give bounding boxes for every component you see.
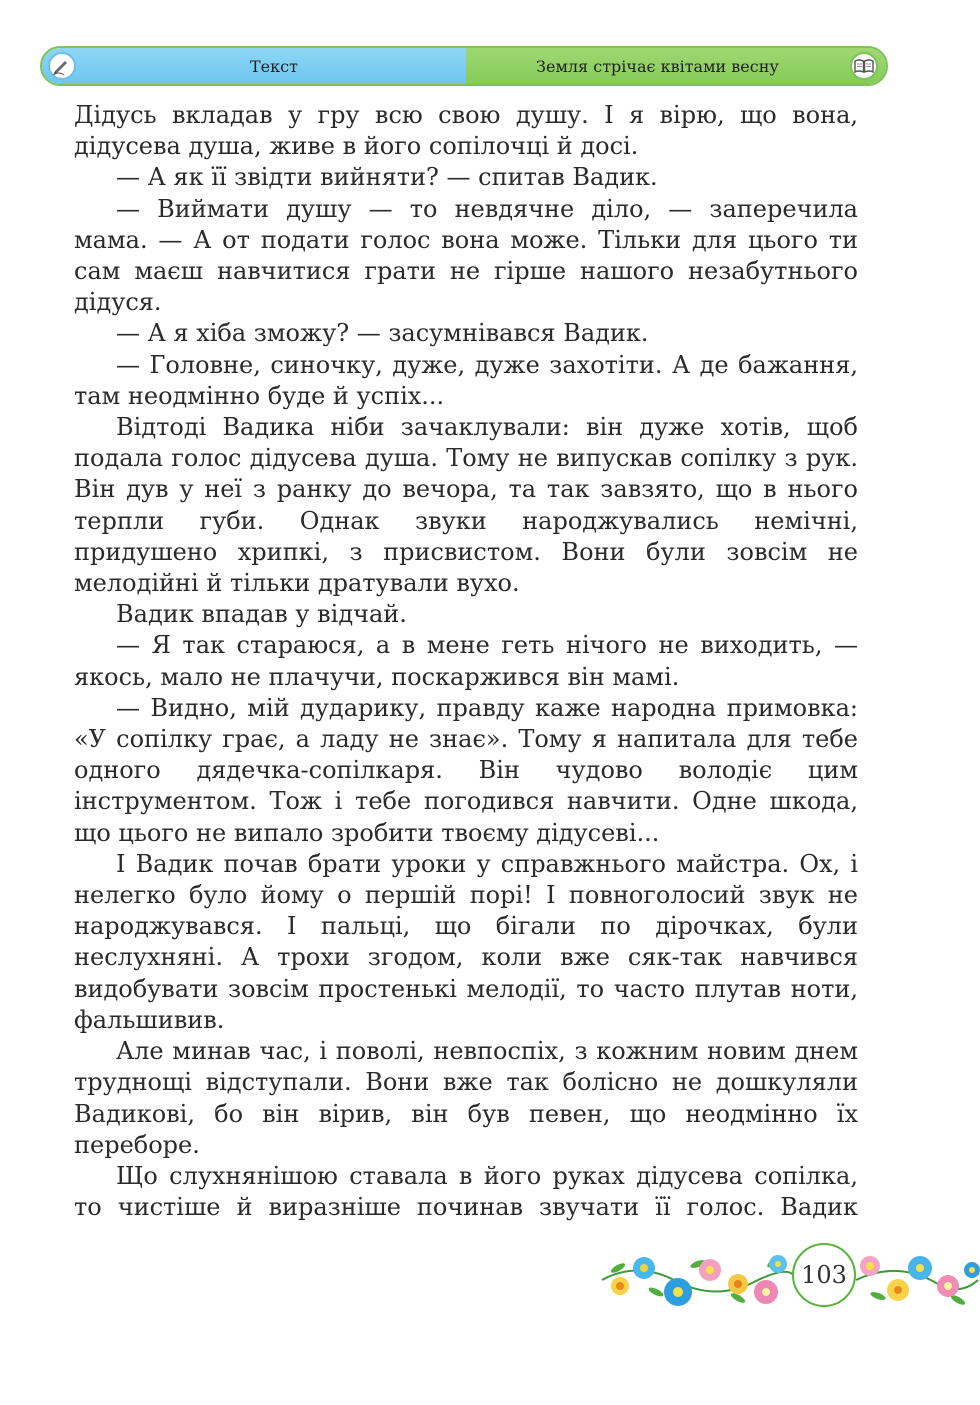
open-book-icon	[850, 52, 878, 80]
paragraph: Відтоді Вадика ніби зачаклували: він дуже хотів, щоб подала голос дідусева душа. Тому не випускав сопілку з рук. Він дув у неї з ранку до вечора, та так завзято, що в нього терпли губи. Однак звуки народжувались немічні, придушено хрипкі, з присвистом. Вони були зовсім не мелодійні й тільки дратували вухо.	[74, 413, 858, 598]
flower-garland-decoration	[598, 1240, 980, 1320]
paragraph: Що слухнянішою ставала в його руках дідусева сопілка, то чистіше й виразніше починав звучати її голос. Вадик	[74, 1161, 858, 1222]
paragraph: — А я хіба зможу? — засумнівався Вадик.	[116, 319, 649, 348]
paragraph: — Видно, мій дударику, правду каже народна примовка: «У сопілку грає, а ладу не знає». Тому я напитала для тебе одного дядечка-сопілкаря. Він чудово володіє цим інструментом. Тож і тебе погодився навчити. Одне шкода, що цього не випало зробити твоєму дідусеві...	[74, 693, 858, 847]
paragraph: Дідусь вкладав у гру всю свою душу. І я вірю, що вона, дідусева душа, живе в його сопілочці й досі.	[74, 101, 858, 161]
paragraph: І Вадик почав брати уроки у справжнього майстра. Ох, і нелегко було йому о першій порі! І повноголосий звук не народжувався. І пальці, що бігали по дірочках, були неслухняні. А трохи згодом, коли вже сяк-так навчився видобувати зовсім простенькі мелодії, то часто плутав ноти, фальшивив.	[74, 849, 858, 1034]
paragraph: — Я так стараюся, а в мене геть нічого не виходить, — якось, мало не плачучи, поскаржився він мамі.	[74, 631, 858, 691]
paragraph: Але минав час, і поволі, невпоспіх, з кожним новим днем труднощі відступали. Вони вже так болісно не дошкуляли Вадикові, бо він вірив, він був певен, що неодмінно їх переборе.	[74, 1037, 858, 1159]
paragraph: — Виймати душу — то невдячне діло, — заперечила мама. — А от подати голос вона може. Тільки для цього ти сам маєш навчитися грати не гірше нашого незабутнього дідуся.	[74, 194, 858, 317]
section-header	[40, 46, 888, 86]
paragraph: — А як її звідти вийняти? — спитав Вадик.	[116, 163, 658, 192]
page-number: 103	[792, 1243, 856, 1307]
header-section-label: Текст	[250, 57, 298, 76]
paragraph: Вадик впадав у відчай.	[116, 600, 407, 629]
header-chapter-title: Земля стрічає квітами весну	[536, 57, 779, 76]
paragraph: — Головне, синочку, дуже, дуже захотіти. А де бажання, там неодмінно буде й успіх...	[74, 350, 858, 410]
pen-icon	[48, 52, 76, 80]
story-text	[74, 100, 858, 1223]
